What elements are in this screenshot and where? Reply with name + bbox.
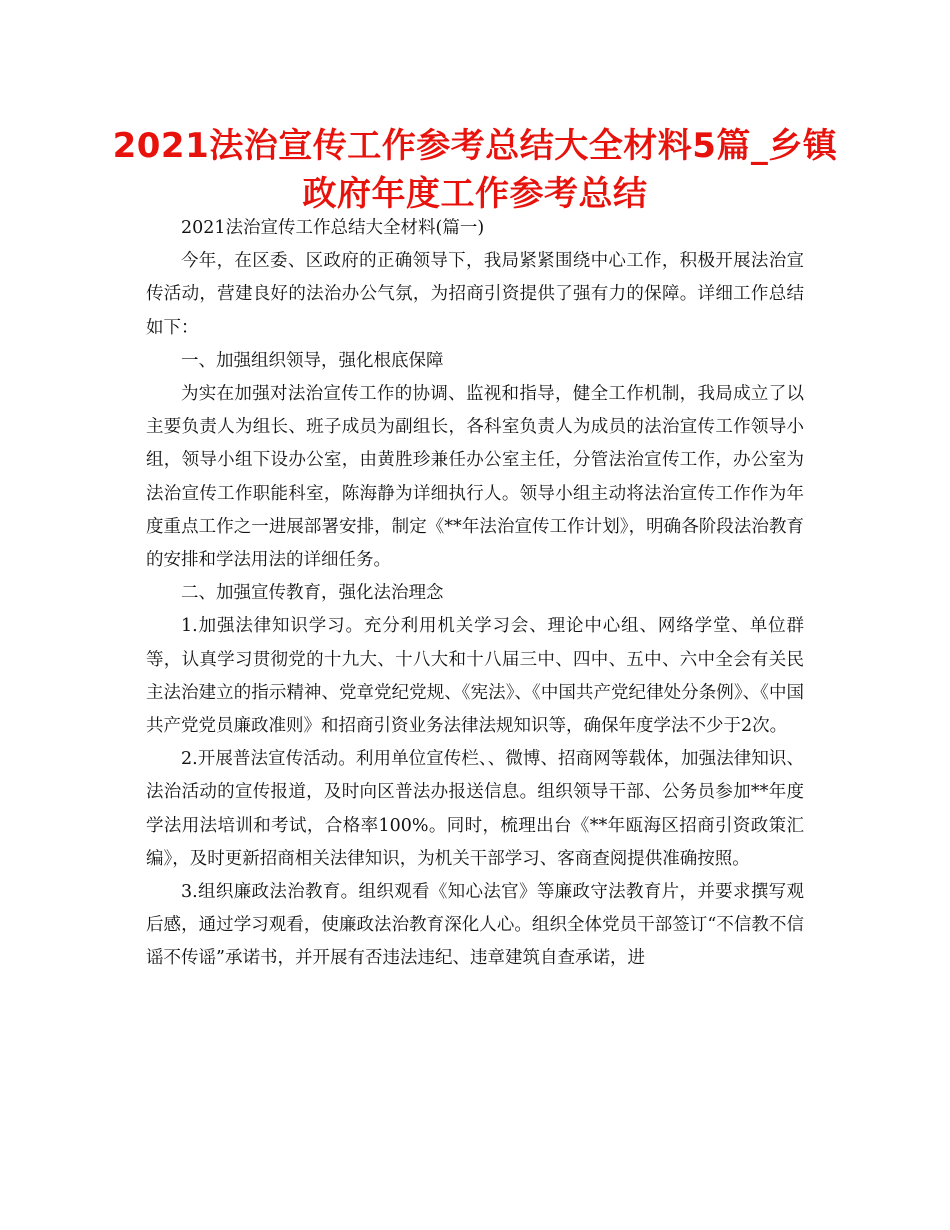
document-title: 2021法治宣传工作参考总结大全材料5篇_乡镇政府年度工作参考总结 — [112, 126, 838, 214]
section-title-part-one: 2021法治宣传工作总结大全材料(篇一) — [181, 218, 485, 238]
section-heading-two: 二、加强宣传教育，强化法治理念 — [181, 583, 444, 604]
organization-leadership-paragraph: 为实在加强对法治宣传工作的协调、监视和指导，健全工作机制，我局成立了以主要负责人为组长、班子成员为副组长，各科室负责人为成员的法治宣传工作领导小组，领导小组下设办公室，由黄胜珍兼任办公室主任，分管法治宣传工作，办公室为法治宣传工作职能科室，陈海静为详细执行人。领导小组主动将法治宣传工作作为年度重点工作之一进展部署安排，制定《**年法治宣传工作计划》，明确各阶段法治教育的安排和学法用法的详细任务。 — [146, 384, 804, 571]
section-heading-one: 一、加强组织领导，强化根底保障 — [181, 350, 444, 371]
intro-paragraph: 今年，在区委、区政府的正确领导下，我局紧紧围绕中心工作，积极开展法治宣传活动，营建良好的法治办公气氛，为招商引资提供了强有力的保障。详细工作总结如下： — [146, 251, 804, 338]
document-body — [146, 212, 804, 976]
publicity-activity-paragraph: 2.开展普法宣传活动。利用单位宣传栏、、微博、招商网等载体，加强法律知识、法治活动的宣传报道，及时向区普法办报送信息。组织领导干部、公务员参加**年度学法用法培训和考试，合格率100%。同时，梳理出台《**年瓯海区招商引资政策汇编》，及时更新招商相关法律知识，为机关干部学习、客商查阅提供准确按照。 — [146, 749, 804, 869]
integrity-education-paragraph: 3.组织廉政法治教育。组织观看《知心法官》等廉政守法教育片，并要求撰写观后感，通过学习观看，使廉政法治教育深化人心。组织全体党员干部签订“不信教不信谣不传谣”承诺书，并开展有否违法违纪、违章建筑自查承诺，进 — [146, 882, 804, 969]
legal-knowledge-paragraph: 1.加强法律知识学习。充分利用机关学习会、理论中心组、网络学堂、单位群等，认真学习贯彻党的十九大、十八大和十八届三中、四中、五中、六中全会有关民主法治建立的指示精神、党章党纪党规、《宪法》、《中国共产党纪律处分条例》、《中国共产党党员廉政准则》和招商引资业务法律法规知识等，确保年度学法不少于2次。 — [146, 616, 804, 737]
